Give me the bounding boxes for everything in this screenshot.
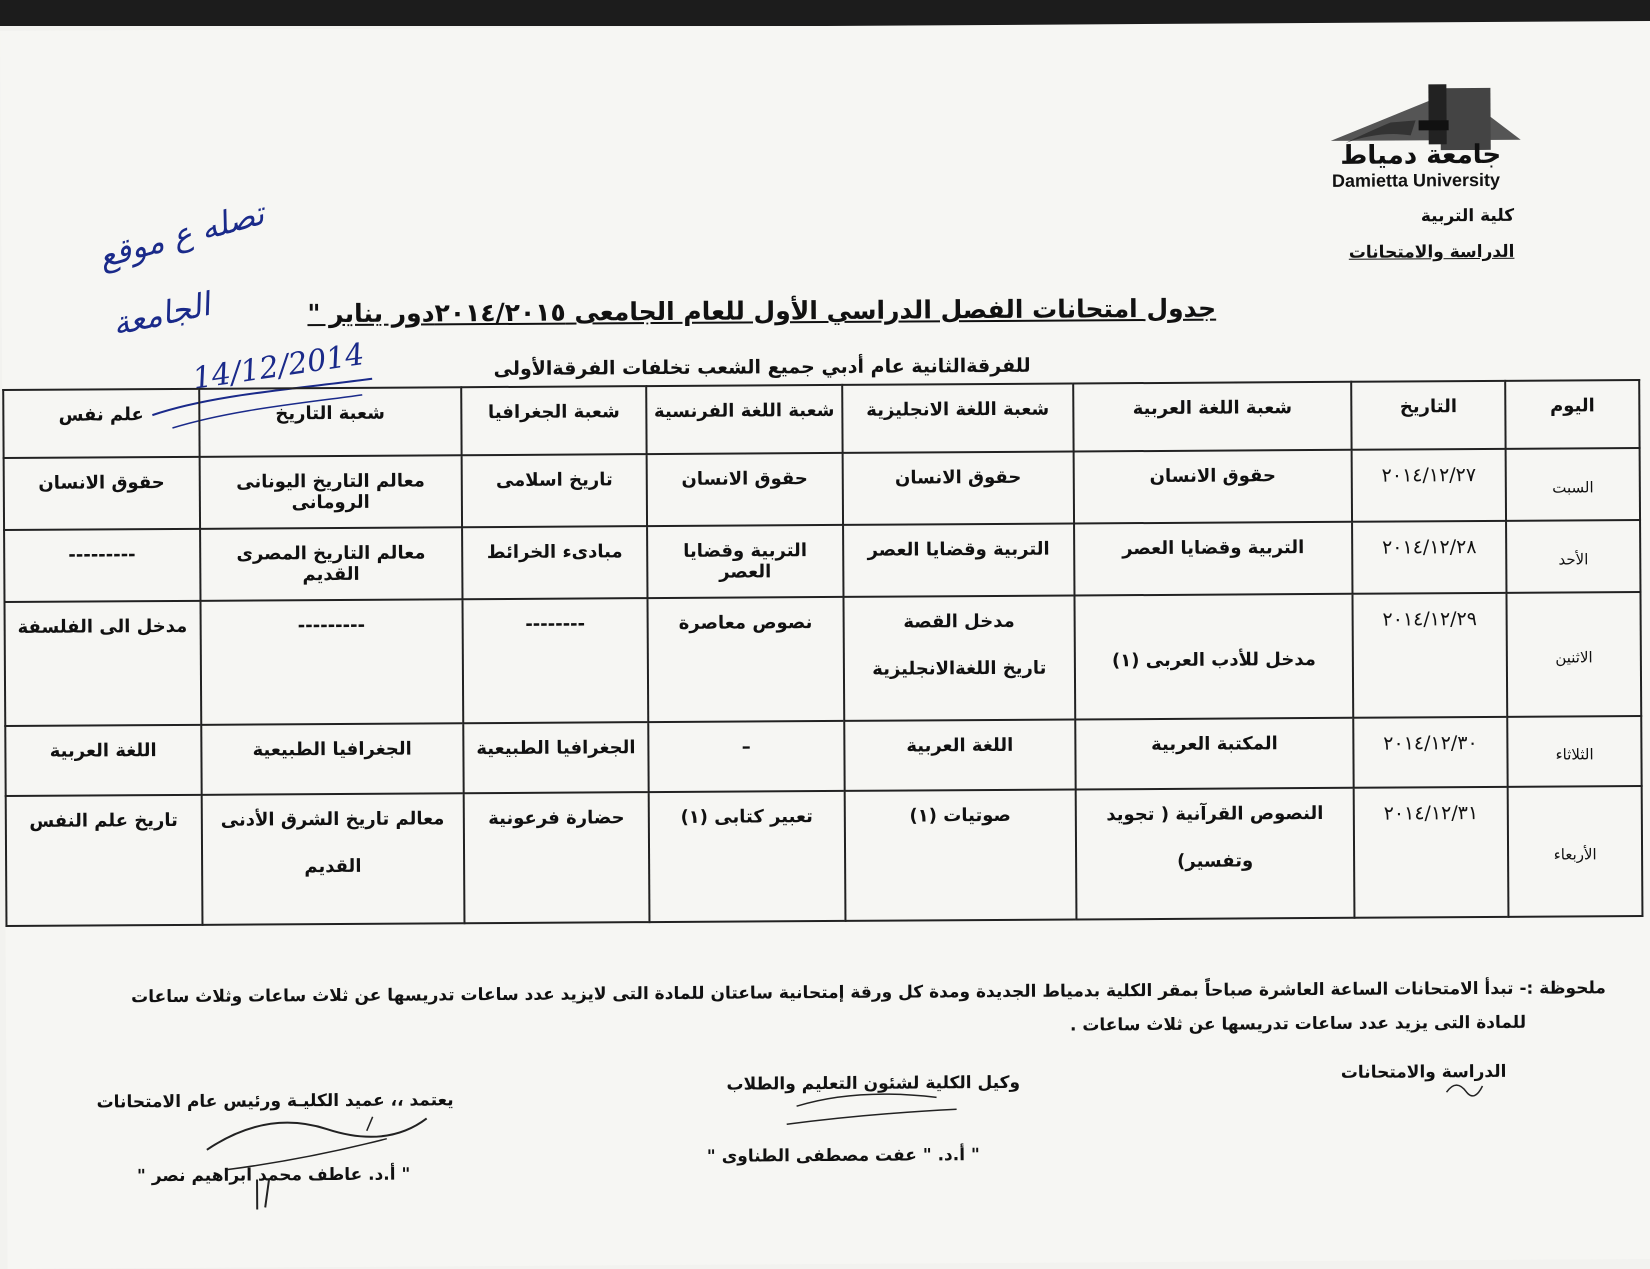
cell-history-line-1: معالم تاريخ الشرق الأدنى — [220, 808, 445, 831]
cell-history-line-2: القديم — [304, 855, 362, 878]
cell-english-line-2: تاريخ اللغةالانجليزية — [872, 657, 1047, 680]
cell-psychology: مدخل الى الفلسفة — [5, 601, 201, 726]
cell-day: الأربعاء — [1508, 786, 1643, 917]
header-psychology: علم نفس — [3, 389, 199, 458]
cell-french: حقوق الانسان — [647, 453, 843, 526]
signature-vice-dean-name: " أ.د. " عفت مصطفى الطناوى " — [706, 1145, 980, 1167]
cell-french: تعبير كتابى (١) — [649, 791, 845, 922]
cell-day: السبت — [1506, 448, 1640, 521]
handwritten-line-1: تصله ع موقع — [94, 194, 269, 276]
note-line-1: ملحوظة :- تبدأ الامتحانات الساعة العاشرة صباحاً بمقر الكلية بدمياط الجديدة ومدة كل ورقة إمتحانية ساعتان للمادة التى لايزيد عدد ساعات تدريسها عن ثلاث ساعات وثلاث ساعات — [131, 978, 1606, 1008]
cell-english: حقوق الانسان — [842, 451, 1074, 524]
cell-date: ٢٠١٤/١٢/٢٩ — [1352, 593, 1507, 718]
cell-history: معالم التاريخ اليونانى الرومانى — [199, 455, 462, 529]
university-name-english: Damietta University — [1331, 169, 1501, 191]
department-name: الدراسة والامتحانات — [1348, 241, 1515, 263]
cell-french: التربية وقضايا العصر — [647, 525, 843, 598]
cell-date: ٢٠١٤/١٢/٢٨ — [1352, 521, 1507, 594]
handwritten-date: 14/12/2014 — [190, 336, 367, 397]
signature-department: الدراسة والامتحانات — [1340, 1061, 1507, 1083]
cell-geography: حضارة فرعونية — [464, 792, 650, 923]
cell-date: ٢٠١٤/١٢/٣١ — [1354, 787, 1509, 918]
cell-psychology: حقوق الانسان — [4, 457, 200, 530]
cell-english: اللغة العربية — [844, 719, 1076, 790]
signature-dean-name: " أ.د. عاطف محمد ابراهيم نصر " — [136, 1164, 411, 1187]
cell-french: نصوص معاصرة — [648, 597, 844, 722]
header-date: التاريخ — [1351, 381, 1506, 450]
cell-geography: الجغرافيا الطبيعية — [463, 722, 649, 793]
cell-english: صوتيات (١) — [844, 789, 1076, 920]
cell-psychology: تاريخ علم النفس — [6, 795, 202, 926]
cell-arabic: مدخل للأدب العربى (١) — [1075, 594, 1354, 720]
cell-history: الجغرافيا الطبيعية — [201, 723, 464, 795]
cell-date: ٢٠١٤/١٢/٢٧ — [1352, 449, 1507, 522]
header-english: شعبة اللغة الانجليزية — [842, 383, 1074, 452]
cell-history: معالم التاريخ المصرى القديم — [200, 527, 463, 601]
university-name-arabic: جامعة دمياط — [1340, 139, 1502, 171]
cell-date: ٢٠١٤/١٢/٣٠ — [1353, 717, 1508, 788]
cell-psychology: اللغة العربية — [5, 725, 201, 796]
note-line-2: للمادة التى يزيد عدد ساعات تدريسها عن ثلاث ساعات . — [1069, 1012, 1527, 1036]
faculty-name: كلية التربية — [1420, 205, 1515, 227]
cell-arabic: حقوق الانسان — [1074, 450, 1352, 524]
handwritten-line-2: الجامعة — [108, 284, 214, 344]
cell-english: التربية وقضايا العصر — [843, 523, 1075, 596]
cell-day: الأحد — [1506, 520, 1640, 593]
cell-arabic-line-2: وتفسير) — [1177, 850, 1254, 872]
document-subtitle: للفرقةالثانية عام أدبي جميع الشعب تخلفات الفرقةالأولى — [493, 354, 1031, 381]
header-day: اليوم — [1505, 380, 1639, 449]
cell-arabic: المكتبة العربية — [1075, 718, 1353, 790]
cell-arabic-line-1: النصوص القرآنية ( تجويد — [1106, 802, 1324, 826]
signature-vice-dean-title: وكيل الكلية لشئون التعليم والطلاب — [726, 1072, 1021, 1095]
header-french: شعبة اللغة الفرنسية — [646, 385, 842, 454]
cell-english-line-1: مدخل القصة — [903, 610, 1015, 633]
cell-history: --------- — [200, 599, 463, 725]
document-title: جدول امتحانات الفصل الدراسي الأول للعام الجامعى ٢٠١٤/٢٠١٥دور يناير " — [307, 293, 1217, 329]
signature-scribbles-icon — [0, 21, 1650, 1269]
header-arabic: شعبة اللغة العربية — [1073, 382, 1351, 452]
cell-psychology: --------- — [4, 529, 200, 602]
cell-day: الاثنين — [1507, 592, 1642, 717]
signature-dean-title: يعتمد ،، عميد الكليـة ورئيس عام الامتحانات — [96, 1090, 454, 1113]
cell-french: – — [648, 721, 844, 792]
header-geography: شعبة الجغرافيا — [461, 386, 647, 455]
cell-geography: -------- — [462, 598, 648, 723]
header-history: شعبة التاريخ — [199, 387, 462, 457]
cell-geography: تاريخ اسلامى — [462, 454, 648, 527]
cell-day: الثلاثاء — [1507, 716, 1641, 787]
cell-geography: مبادىء الخرائط — [462, 526, 648, 599]
cell-arabic: التربية وقضايا العصر — [1074, 522, 1352, 596]
document-sheet — [0, 21, 1650, 1269]
